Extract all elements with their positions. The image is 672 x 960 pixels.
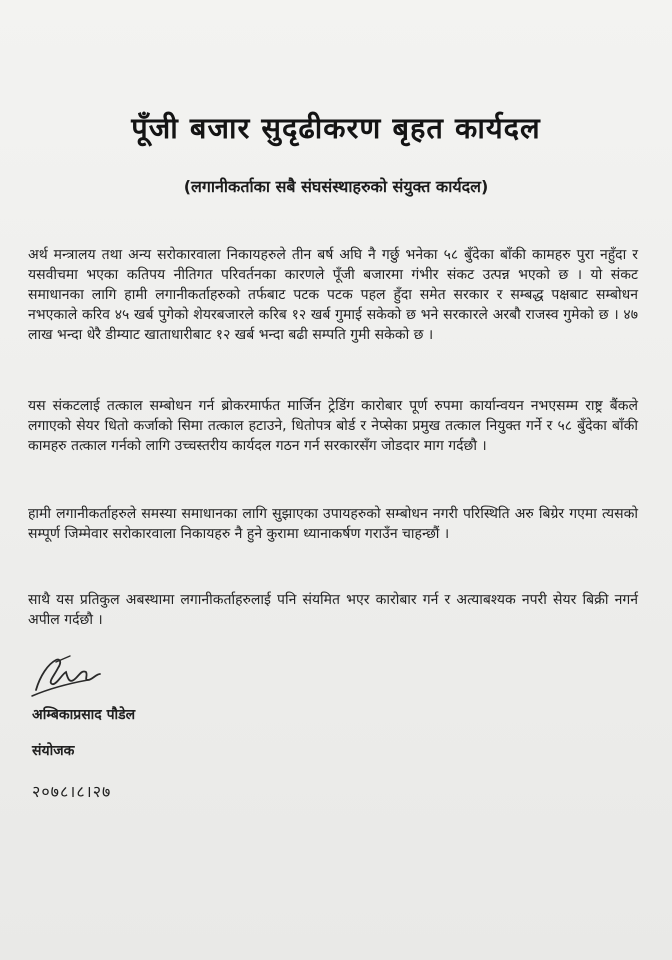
paragraph-3: हामी लगानीकर्ताहरुले समस्या समाधानका लागि सुझाएका उपायहरुको सम्बोधन नगरी परिस्थिति अरु बिग्रेर गएमा त्यसको सम्पूर्ण जिम्मेवार सरोकारवाला निकायहरु नै हुने कुरामा ध्यानाकर्षण गराउँन चाहन्छौं । — [28, 506, 638, 542]
signer-role: संयोजक — [32, 743, 75, 759]
document-subtitle: (लगानीकर्ताका सबै संघसंस्थाहरुको संयुक्त कार्यदल) — [183, 177, 489, 196]
signer-name: अम्बिकाप्रसाद पौडेल — [32, 707, 136, 723]
document-date: २०७८।८।२७ — [32, 782, 112, 801]
document-title: पूँजी बजार सुदृढीकरण बृहत कार्यदल — [131, 111, 541, 145]
paragraph-2: यस संकटलाई तत्काल सम्बोधन गर्न ब्रोकरमार्फत मार्जिन ट्रेडिंग कारोबार पूर्ण रुपमा कार्यान्वयन नभएसम्म राष्ट्र बैंकले लगाएको सेयर धितो कर्जाको सिमा तत्काल हटाउने, धितोपत्र बोर्ड र नेप्सेका प्रमुख तत्काल नियुक्त गर्ने र ५८ बुँदेका बाँकी कामहरु तत्काल गर्नको लागि उच्चस्तरीय कार्यदल गठन गर्न सरकारसँग जोडदार माग गर्दछौ । — [28, 398, 638, 454]
handwritten-signature — [26, 650, 118, 702]
paragraph-1: अर्थ मन्त्रालय तथा अन्य सरोकारवाला निकायहरुले तीन बर्ष अघि नै गर्छु भनेका ५८ बुँदेका बाँकी कामहरु पुरा नहुँदा र यसवीचमा भएका कतिपय नीतिगत परिवर्तनका कारणले पूँजी बजारमा गंभीर संकट उत्पन्न भएको छ । यो संकट समाधानका लागि हामी लगानीकर्ताहरुको तर्फबाट पटक पटक पहल हुँदा समेत सरकार र सम्बद्ध पक्षबाट सम्बोधन नभएकाले करिव ४५ खर्ब पुगेको शेयरबजारले करिब १२ खर्ब गुमाई सकेको छ भने सरकारले अरबौ राजस्व गुमेको छ । ४७ लाख भन्दा धेरै डीम्याट खाताधारीबाट १२ खर्ब भन्दा बढी सम्पति गुमी सकेको छ । — [28, 247, 638, 343]
paragraph-4: साथै यस प्रतिकुल अबस्थामा लगानीकर्ताहरुलाई पनि संयमित भएर कारोबार गर्न र अत्याबश्यक नपरी सेयर बिक्री नगर्न अपील गर्दछौ । — [28, 592, 638, 628]
